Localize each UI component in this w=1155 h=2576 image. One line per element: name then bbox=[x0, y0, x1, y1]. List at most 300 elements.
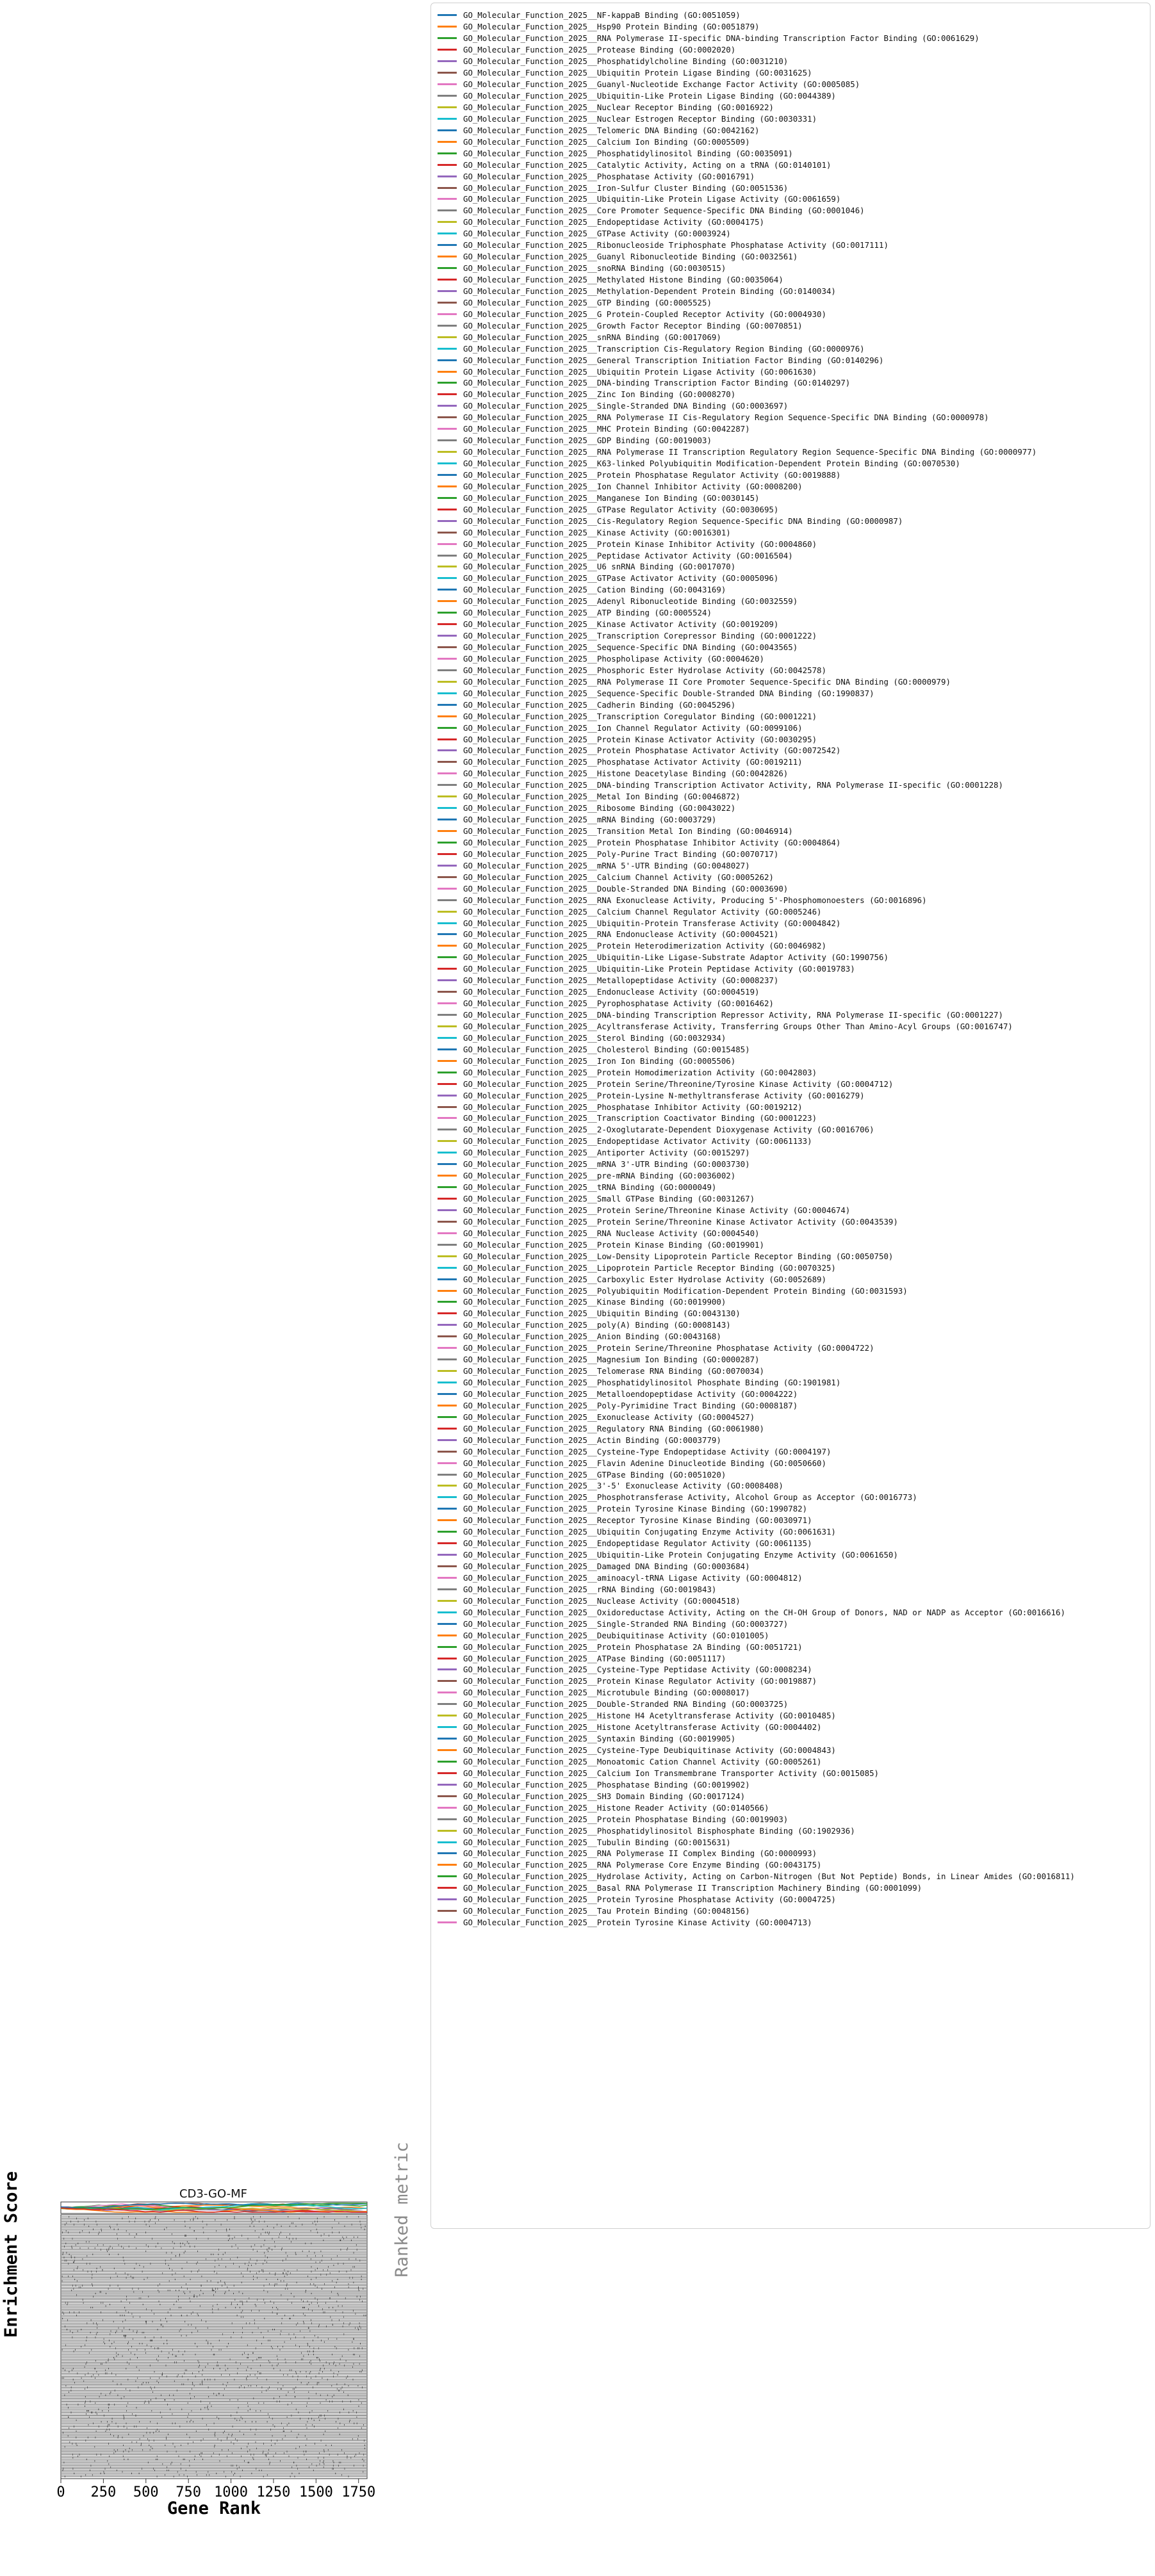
legend-item bbox=[438, 1399, 1145, 1411]
legend-label: GO_Molecular_Function_2025__Antiporter Activity (GO:0015297) bbox=[463, 1148, 750, 1158]
legend-item bbox=[438, 159, 1145, 170]
legend-swatch bbox=[438, 922, 457, 924]
legend-swatch bbox=[438, 1784, 457, 1786]
legend-swatch bbox=[438, 336, 457, 338]
legend-item bbox=[438, 1319, 1145, 1331]
legend-item bbox=[438, 975, 1145, 986]
legend-label: GO_Molecular_Function_2025__Calcium Channel Activity (GO:0005262) bbox=[463, 872, 774, 882]
legend-item bbox=[438, 1790, 1145, 1802]
legend-label: GO_Molecular_Function_2025__rRNA Binding (GO:0019843) bbox=[463, 1584, 717, 1594]
legend-item bbox=[438, 1113, 1145, 1124]
legend-label: GO_Molecular_Function_2025__ATP Binding (GO:0005524) bbox=[463, 608, 712, 618]
legend-label: GO_Molecular_Function_2025__Protein Tyrosine Kinase Binding (GO:1990782) bbox=[463, 1504, 808, 1514]
legend-swatch bbox=[438, 1795, 457, 1797]
legend-swatch bbox=[438, 830, 457, 832]
legend-swatch bbox=[438, 1439, 457, 1441]
legend-swatch bbox=[438, 244, 457, 246]
legend-label: GO_Molecular_Function_2025__Histone Acetyltransferase Activity (GO:0004402) bbox=[463, 1722, 822, 1732]
legend-item bbox=[438, 389, 1145, 400]
legend-item bbox=[438, 1745, 1145, 1756]
legend-label: GO_Molecular_Function_2025__Protein Phosphatase Binding (GO:0019903) bbox=[463, 1814, 789, 1824]
legend-item bbox=[438, 952, 1145, 963]
legend-label: GO_Molecular_Function_2025__Transition Metal Ion Binding (GO:0046914) bbox=[463, 826, 793, 836]
legend-label: GO_Molecular_Function_2025__tRNA Binding (GO:0000049) bbox=[463, 1182, 717, 1193]
legend-item bbox=[438, 860, 1145, 871]
legend-item bbox=[438, 1331, 1145, 1342]
x-tick-label: 750 bbox=[176, 2484, 202, 2500]
legend-label: GO_Molecular_Function_2025__Histone H4 Acetyltransferase Activity (GO:0010485) bbox=[463, 1711, 836, 1721]
legend-item bbox=[438, 1859, 1145, 1871]
legend-swatch bbox=[438, 968, 457, 970]
legend-label: GO_Molecular_Function_2025__2-Oxoglutarate-Dependent Dioxygenase Activity (GO:0016706) bbox=[463, 1125, 874, 1135]
legend-swatch bbox=[438, 715, 457, 717]
legend-item bbox=[438, 1078, 1145, 1089]
legend-label: GO_Molecular_Function_2025__Histone Deacetylase Binding (GO:0042826) bbox=[463, 769, 789, 779]
legend-item bbox=[438, 1710, 1145, 1722]
legend-item bbox=[438, 1871, 1145, 1882]
legend-label: GO_Molecular_Function_2025__Metal Ion Binding (GO:0046872) bbox=[463, 792, 741, 802]
legend-label: GO_Molecular_Function_2025__Phosphatidylinositol Bisphosphate Binding (GO:1902936) bbox=[463, 1825, 855, 1836]
legend-swatch bbox=[438, 462, 457, 464]
legend-label: GO_Molecular_Function_2025__Transcription Corepressor Binding (GO:0001222) bbox=[463, 631, 817, 641]
legend-item bbox=[438, 1089, 1145, 1101]
legend-item bbox=[438, 1618, 1145, 1629]
legend-label: GO_Molecular_Function_2025__Hydrolase Activity, Acting on Carbon-Nitrogen (But Not Peptide) Bonds, in Linear Amides (GO:0016811) bbox=[463, 1871, 1075, 1882]
legend-item bbox=[438, 263, 1145, 274]
legend-swatch bbox=[438, 1129, 457, 1130]
legend-item bbox=[438, 596, 1145, 607]
legend-item bbox=[438, 619, 1145, 630]
legend-item bbox=[438, 1365, 1145, 1377]
legend-swatch bbox=[438, 1715, 457, 1716]
legend-item bbox=[438, 216, 1145, 228]
legend-label: GO_Molecular_Function_2025__Transcription Coactivator Binding (GO:0001223) bbox=[463, 1113, 817, 1123]
legend-swatch bbox=[438, 72, 457, 74]
legend-swatch bbox=[438, 1175, 457, 1177]
legend-item bbox=[438, 1492, 1145, 1503]
legend-swatch bbox=[438, 853, 457, 855]
legend-swatch bbox=[438, 474, 457, 476]
legend-swatch bbox=[438, 1451, 457, 1453]
legend-label: GO_Molecular_Function_2025__Nuclear Estrogen Receptor Binding (GO:0030331) bbox=[463, 113, 817, 124]
legend-label: GO_Molecular_Function_2025__Protein Phosphatase Activator Activity (GO:0072542) bbox=[463, 746, 841, 756]
legend-item bbox=[438, 1136, 1145, 1147]
legend-label: GO_Molecular_Function_2025__Phosphatidylinositol Binding (GO:0035091) bbox=[463, 148, 793, 158]
legend-swatch bbox=[438, 49, 457, 51]
legend-label: GO_Molecular_Function_2025__Protein Phosphatase 2A Binding (GO:0051721) bbox=[463, 1642, 803, 1652]
legend-swatch bbox=[438, 1198, 457, 1200]
legend-swatch bbox=[438, 543, 457, 545]
legend-item bbox=[438, 768, 1145, 779]
legend-item bbox=[438, 21, 1145, 33]
legend-swatch bbox=[438, 1244, 457, 1246]
legend-swatch bbox=[438, 405, 457, 407]
legend-item bbox=[438, 1825, 1145, 1836]
legend-label: GO_Molecular_Function_2025__Metalloendopeptidase Activity (GO:0004222) bbox=[463, 1389, 798, 1399]
legend-item bbox=[438, 826, 1145, 837]
legend-item bbox=[438, 102, 1145, 113]
legend-swatch bbox=[438, 1577, 457, 1579]
legend-label: GO_Molecular_Function_2025__Protein Kinase Regulator Activity (GO:0019887) bbox=[463, 1676, 817, 1686]
legend-swatch bbox=[438, 749, 457, 751]
legend-label: GO_Molecular_Function_2025__Calcium Channel Regulator Activity (GO:0005246) bbox=[463, 906, 822, 917]
legend-swatch bbox=[438, 1887, 457, 1889]
legend-swatch bbox=[438, 1772, 457, 1774]
legend-label: GO_Molecular_Function_2025__Ion Channel Inhibitor Activity (GO:0008200) bbox=[463, 481, 803, 491]
legend-swatch bbox=[438, 1565, 457, 1567]
legend-swatch bbox=[438, 876, 457, 878]
legend-item bbox=[438, 515, 1145, 526]
legend-label: GO_Molecular_Function_2025__Protein Serine/Threonine Kinase Activity (GO:0004674) bbox=[463, 1205, 851, 1215]
legend-item bbox=[438, 791, 1145, 803]
legend-label: GO_Molecular_Function_2025__pre-mRNA Binding (GO:0036002) bbox=[463, 1171, 736, 1181]
legend-label: GO_Molecular_Function_2025__Ubiquitin Binding (GO:0043130) bbox=[463, 1308, 741, 1319]
legend-label: GO_Molecular_Function_2025__Histone Reader Activity (GO:0140566) bbox=[463, 1802, 769, 1813]
legend-label: GO_Molecular_Function_2025__Sequence-Specific Double-Stranded DNA Binding (GO:1990837) bbox=[463, 688, 874, 698]
legend-item bbox=[438, 1538, 1145, 1549]
legend-swatch bbox=[438, 1634, 457, 1636]
legend-item bbox=[438, 67, 1145, 79]
legend-swatch bbox=[438, 232, 457, 234]
x-tick-label: 500 bbox=[133, 2484, 159, 2500]
legend-swatch bbox=[438, 1864, 457, 1866]
legend-label: GO_Molecular_Function_2025__RNA Polymerase II Core Promoter Sequence-Specific DNA Binding (GO:0000979) bbox=[463, 676, 951, 687]
legend-label: GO_Molecular_Function_2025__Pyrophosphatase Activity (GO:0016462) bbox=[463, 999, 774, 1009]
legend-item bbox=[438, 1066, 1145, 1078]
legend-item bbox=[438, 1733, 1145, 1745]
legend-label: GO_Molecular_Function_2025__Carboxylic Ester Hydrolase Activity (GO:0052689) bbox=[463, 1274, 826, 1284]
legend-swatch bbox=[438, 290, 457, 292]
legend-label: GO_Molecular_Function_2025__Growth Factor Receptor Binding (GO:0070851) bbox=[463, 320, 803, 330]
legend-swatch bbox=[438, 1382, 457, 1383]
legend-swatch bbox=[438, 1680, 457, 1682]
legend-item bbox=[438, 423, 1145, 435]
legend-label: GO_Molecular_Function_2025__GTPase Activity (GO:0003924) bbox=[463, 229, 731, 239]
legend-item bbox=[438, 343, 1145, 354]
legend-item bbox=[438, 998, 1145, 1009]
legend-swatch bbox=[438, 1588, 457, 1590]
legend-label: GO_Molecular_Function_2025__Protein Serine/Threonine Phosphatase Activity (GO:0004722) bbox=[463, 1343, 874, 1353]
legend-swatch bbox=[438, 256, 457, 257]
legend-swatch bbox=[438, 1140, 457, 1142]
legend-label: GO_Molecular_Function_2025__Endonuclease Activity (GO:0004519) bbox=[463, 987, 760, 997]
legend-label: GO_Molecular_Function_2025__Protease Binding (GO:0002020) bbox=[463, 45, 736, 55]
legend-item bbox=[438, 1595, 1145, 1606]
legend-swatch bbox=[438, 371, 457, 373]
legend-item bbox=[438, 550, 1145, 561]
legend-swatch bbox=[438, 1658, 457, 1659]
legend-swatch bbox=[438, 14, 457, 16]
legend-item bbox=[438, 412, 1145, 423]
legend-swatch bbox=[438, 1542, 457, 1544]
chart-title: CD3-GO-MF bbox=[179, 2187, 248, 2201]
legend-item bbox=[438, 286, 1145, 297]
legend-swatch bbox=[438, 635, 457, 637]
legend-label: GO_Molecular_Function_2025__Cis-Regulatory Region Sequence-Specific DNA Binding (GO:0000987) bbox=[463, 516, 903, 526]
legend-label: GO_Molecular_Function_2025__Damaged DNA Binding (GO:0003684) bbox=[463, 1561, 750, 1572]
legend-swatch bbox=[438, 1014, 457, 1016]
legend-swatch bbox=[438, 761, 457, 763]
legend-label: GO_Molecular_Function_2025__Cysteine-Type Endopeptidase Activity (GO:0004197) bbox=[463, 1446, 831, 1456]
legend-label: GO_Molecular_Function_2025__Poly-Purine Tract Binding (GO:0070717) bbox=[463, 849, 779, 859]
legend-item bbox=[438, 1848, 1145, 1859]
legend-item bbox=[438, 492, 1145, 503]
legend-label: GO_Molecular_Function_2025__Catalytic Activity, Acting on a tRNA (GO:0140101) bbox=[463, 159, 831, 170]
legend-swatch bbox=[438, 991, 457, 993]
legend-item bbox=[438, 147, 1145, 159]
legend-swatch bbox=[438, 83, 457, 85]
legend-swatch bbox=[438, 566, 457, 567]
legend-label: GO_Molecular_Function_2025__Small GTPase Binding (GO:0031267) bbox=[463, 1194, 755, 1204]
legend-swatch bbox=[438, 681, 457, 683]
legend-swatch bbox=[438, 1703, 457, 1705]
legend-label: GO_Molecular_Function_2025__Protein Phosphatase Regulator Activity (GO:0019888) bbox=[463, 469, 841, 480]
legend-label: GO_Molecular_Function_2025__Ribosome Binding (GO:0043022) bbox=[463, 803, 736, 813]
legend-swatch bbox=[438, 1508, 457, 1510]
legend-label: GO_Molecular_Function_2025__Double-Stranded RNA Binding (GO:0003725) bbox=[463, 1699, 789, 1709]
legend-item bbox=[438, 136, 1145, 147]
legend-item bbox=[438, 1389, 1145, 1400]
legend-swatch bbox=[438, 1095, 457, 1096]
legend-item bbox=[438, 469, 1145, 481]
legend-label: GO_Molecular_Function_2025__Actin Binding (GO:0003779) bbox=[463, 1435, 721, 1445]
legend-swatch bbox=[438, 1324, 457, 1326]
legend-item bbox=[438, 297, 1145, 308]
legend-swatch bbox=[438, 1221, 457, 1223]
legend-swatch bbox=[438, 911, 457, 913]
legend-item bbox=[438, 538, 1145, 550]
legend-swatch bbox=[438, 1393, 457, 1395]
legend-swatch bbox=[438, 1347, 457, 1349]
legend-label: GO_Molecular_Function_2025__Phosphoric Ester Hydrolase Activity (GO:0042578) bbox=[463, 665, 826, 675]
legend-item bbox=[438, 722, 1145, 733]
legend-label: GO_Molecular_Function_2025__Anion Binding (GO:0043168) bbox=[463, 1332, 721, 1342]
legend bbox=[430, 3, 1151, 2229]
legend-item bbox=[438, 1767, 1145, 1779]
legend-label: GO_Molecular_Function_2025__Protein Kinase Inhibitor Activity (GO:0004860) bbox=[463, 539, 817, 549]
legend-item bbox=[438, 917, 1145, 929]
legend-label: GO_Molecular_Function_2025__RNA Polymerase II Transcription Regulatory Region Sequence-Specific DNA Binding (GO:0000977) bbox=[463, 447, 1037, 457]
legend-swatch bbox=[438, 1290, 457, 1292]
legend-label: GO_Molecular_Function_2025__Microtubule Binding (GO:0008017) bbox=[463, 1688, 750, 1698]
legend-label: GO_Molecular_Function_2025__RNA Polymerase Core Enzyme Binding (GO:0043175) bbox=[463, 1860, 822, 1870]
legend-label: GO_Molecular_Function_2025__Zinc Ion Binding (GO:0008270) bbox=[463, 389, 736, 400]
legend-swatch bbox=[438, 325, 457, 327]
legend-item bbox=[438, 1423, 1145, 1434]
legend-item bbox=[438, 1583, 1145, 1595]
legend-item bbox=[438, 274, 1145, 286]
legend-swatch bbox=[438, 704, 457, 706]
legend-item bbox=[438, 653, 1145, 665]
legend-swatch bbox=[438, 945, 457, 947]
legend-label: GO_Molecular_Function_2025__Oxidoreductase Activity, Acting on the CH-OH Group of Donors, NAD or NADP as Acceptor (GO:0016616) bbox=[463, 1607, 1065, 1617]
legend-item bbox=[438, 228, 1145, 240]
legend-swatch bbox=[438, 1485, 457, 1487]
legend-label: GO_Molecular_Function_2025__Protein Serine/Threonine/Tyrosine Kinase Activity (GO:0004712) bbox=[463, 1079, 894, 1089]
legend-item bbox=[438, 929, 1145, 940]
legend-label: GO_Molecular_Function_2025__Ribonucleoside Triphosphate Phosphatase Activity (GO:0017111) bbox=[463, 240, 889, 250]
legend-item bbox=[438, 124, 1145, 136]
legend-item bbox=[438, 1722, 1145, 1733]
legend-item bbox=[438, 1193, 1145, 1205]
legend-label: GO_Molecular_Function_2025__Hsp90 Protein Binding (GO:0051879) bbox=[463, 22, 760, 32]
legend-label: GO_Molecular_Function_2025__RNA Polymerase II Complex Binding (GO:0000993) bbox=[463, 1848, 817, 1859]
legend-label: GO_Molecular_Function_2025__Single-Stranded DNA Binding (GO:0003697) bbox=[463, 401, 789, 411]
legend-swatch bbox=[438, 1048, 457, 1050]
legend-swatch bbox=[438, 1163, 457, 1165]
legend-label: GO_Molecular_Function_2025__Ubiquitin-Like Protein Ligase Binding (GO:0044389) bbox=[463, 91, 836, 101]
legend-label: GO_Molecular_Function_2025__SH3 Domain Binding (GO:0017124) bbox=[463, 1791, 746, 1801]
legend-swatch bbox=[438, 1405, 457, 1406]
legend-item bbox=[438, 1572, 1145, 1584]
legend-swatch bbox=[438, 1726, 457, 1728]
legend-label: GO_Molecular_Function_2025__GTP Binding (GO:0005525) bbox=[463, 297, 712, 307]
legend-label: GO_Molecular_Function_2025__Low-Density Lipoprotein Particle Receptor Binding (GO:0050750) bbox=[463, 1251, 894, 1261]
x-tick-label: 1500 bbox=[299, 2484, 333, 2500]
legend-item bbox=[438, 1641, 1145, 1652]
legend-label: GO_Molecular_Function_2025__Transcription Cis-Regulatory Region Binding (GO:0000976) bbox=[463, 343, 865, 354]
legend-swatch bbox=[438, 1072, 457, 1073]
legend-item bbox=[438, 320, 1145, 331]
legend-swatch bbox=[438, 1852, 457, 1854]
legend-label: GO_Molecular_Function_2025__Magnesium Ion Binding (GO:0000287) bbox=[463, 1355, 760, 1365]
legend-item bbox=[438, 1526, 1145, 1538]
legend-swatch bbox=[438, 187, 457, 189]
legend-item bbox=[438, 940, 1145, 952]
legend-item bbox=[438, 44, 1145, 56]
legend-swatch bbox=[438, 1025, 457, 1027]
legend-label: GO_Molecular_Function_2025__aminoacyl-tRNA Ligase Activity (GO:0004812) bbox=[463, 1572, 803, 1583]
legend-swatch bbox=[438, 1083, 457, 1085]
legend-item bbox=[438, 1101, 1145, 1113]
legend-item bbox=[438, 1296, 1145, 1308]
legend-item bbox=[438, 1652, 1145, 1664]
legend-label: GO_Molecular_Function_2025__Manganese Ion Binding (GO:0030145) bbox=[463, 493, 760, 503]
y-axis-label: Enrichment Score bbox=[1, 2171, 21, 2338]
legend-item bbox=[438, 642, 1145, 653]
legend-swatch bbox=[438, 1818, 457, 1820]
legend-label: GO_Molecular_Function_2025__Kinase Binding (GO:0019900) bbox=[463, 1297, 726, 1307]
legend-item bbox=[438, 1813, 1145, 1825]
legend-label: GO_Molecular_Function_2025__snoRNA Binding (GO:0030515) bbox=[463, 263, 726, 273]
legend-item bbox=[438, 1170, 1145, 1182]
legend-swatch bbox=[438, 26, 457, 28]
legend-label: GO_Molecular_Function_2025__Sterol Binding (GO:0032934) bbox=[463, 1032, 726, 1043]
legend-item bbox=[438, 1239, 1145, 1250]
legend-swatch bbox=[438, 164, 457, 166]
x-tick-label: 250 bbox=[90, 2484, 117, 2500]
legend-label: GO_Molecular_Function_2025__Polyubiquitin Modification-Dependent Protein Binding (GO:0031593) bbox=[463, 1285, 908, 1296]
legend-label: GO_Molecular_Function_2025__Flavin Adenine Dinucleotide Binding (GO:0050660) bbox=[463, 1458, 826, 1468]
legend-swatch bbox=[438, 416, 457, 418]
x-axis-ticks bbox=[56, 2479, 375, 2500]
legend-label: GO_Molecular_Function_2025__Endopeptidase Activator Activity (GO:0061133) bbox=[463, 1136, 812, 1146]
legend-swatch bbox=[438, 118, 457, 120]
legend-label: GO_Molecular_Function_2025__NF-kappaB Binding (GO:0051059) bbox=[463, 10, 741, 20]
legend-swatch bbox=[438, 451, 457, 453]
legend-label: GO_Molecular_Function_2025__Protein Kinase Binding (GO:0019901) bbox=[463, 1239, 764, 1250]
legend-swatch bbox=[438, 795, 457, 797]
legend-swatch bbox=[438, 1255, 457, 1257]
legend-item bbox=[438, 1561, 1145, 1572]
legend-swatch bbox=[438, 589, 457, 591]
legend-swatch bbox=[438, 1416, 457, 1418]
legend-item bbox=[438, 1446, 1145, 1457]
legend-item bbox=[438, 837, 1145, 849]
legend-item bbox=[438, 803, 1145, 814]
legend-item bbox=[438, 366, 1145, 377]
legend-item bbox=[438, 710, 1145, 722]
legend-item bbox=[438, 308, 1145, 320]
legend-swatch bbox=[438, 129, 457, 131]
legend-swatch bbox=[438, 1910, 457, 1912]
legend-swatch bbox=[438, 600, 457, 602]
legend-item bbox=[438, 1629, 1145, 1641]
legend-swatch bbox=[438, 1301, 457, 1303]
legend-label: GO_Molecular_Function_2025__mRNA 3'-UTR Binding (GO:0003730) bbox=[463, 1159, 750, 1170]
legend-swatch bbox=[438, 646, 457, 648]
legend-item bbox=[438, 745, 1145, 756]
legend-swatch bbox=[438, 658, 457, 660]
legend-label: GO_Molecular_Function_2025__RNA Nuclease Activity (GO:0004540) bbox=[463, 1228, 760, 1238]
legend-item bbox=[438, 1779, 1145, 1790]
legend-item bbox=[438, 33, 1145, 44]
legend-swatch bbox=[438, 1668, 457, 1670]
legend-swatch bbox=[438, 497, 457, 499]
legend-label: GO_Molecular_Function_2025__G Protein-Coupled Receptor Activity (GO:0004930) bbox=[463, 309, 826, 319]
legend-item bbox=[438, 848, 1145, 860]
legend-swatch bbox=[438, 279, 457, 281]
legend-label: GO_Molecular_Function_2025__Tubulin Binding (GO:0015631) bbox=[463, 1837, 731, 1847]
legend-swatch bbox=[438, 485, 457, 487]
legend-swatch bbox=[438, 865, 457, 867]
legend-label: GO_Molecular_Function_2025__Protein Heterodimerization Activity (GO:0046982) bbox=[463, 941, 826, 951]
legend-item bbox=[438, 814, 1145, 826]
legend-label: GO_Molecular_Function_2025__Cadherin Binding (GO:0045296) bbox=[463, 699, 736, 710]
legend-swatch bbox=[438, 1152, 457, 1153]
legend-swatch bbox=[438, 899, 457, 901]
legend-swatch bbox=[438, 1761, 457, 1763]
legend-label: GO_Molecular_Function_2025__Regulatory RNA Binding (GO:0061980) bbox=[463, 1423, 764, 1433]
legend-item bbox=[438, 435, 1145, 446]
legend-label: GO_Molecular_Function_2025__Telomeric DNA Binding (GO:0042162) bbox=[463, 125, 760, 135]
legend-label: GO_Molecular_Function_2025__Protein Tyrosine Kinase Activity (GO:0004713) bbox=[463, 1918, 812, 1928]
legend-label: GO_Molecular_Function_2025__Cation Binding (GO:0043169) bbox=[463, 585, 726, 595]
legend-item bbox=[438, 170, 1145, 182]
legend-label: GO_Molecular_Function_2025__Nuclease Activity (GO:0004518) bbox=[463, 1595, 741, 1606]
legend-item bbox=[438, 699, 1145, 710]
legend-swatch bbox=[438, 819, 457, 820]
legend-label: GO_Molecular_Function_2025__Kinase Activity (GO:0016301) bbox=[463, 527, 731, 537]
legend-label: GO_Molecular_Function_2025__Iron Ion Binding (GO:0005506) bbox=[463, 1056, 736, 1066]
legend-label: GO_Molecular_Function_2025__Telomerase RNA Binding (GO:0070034) bbox=[463, 1366, 764, 1376]
legend-label: GO_Molecular_Function_2025__GDP Binding (GO:0019003) bbox=[463, 436, 712, 446]
legend-item bbox=[438, 458, 1145, 469]
legend-item bbox=[438, 986, 1145, 998]
legend-item bbox=[438, 480, 1145, 492]
legend-swatch bbox=[438, 1106, 457, 1108]
legend-swatch bbox=[438, 1267, 457, 1269]
legend-label: GO_Molecular_Function_2025__Nuclear Receptor Binding (GO:0016922) bbox=[463, 102, 774, 112]
legend-label: GO_Molecular_Function_2025__Methylated Histone Binding (GO:0035064) bbox=[463, 275, 783, 285]
legend-label: GO_Molecular_Function_2025__DNA-binding Transcription Activator Activity, RNA Polymerase II-specific (GO:0001228) bbox=[463, 780, 1003, 790]
legend-item bbox=[438, 756, 1145, 768]
legend-label: GO_Molecular_Function_2025__Phosphatase Activity (GO:0016791) bbox=[463, 171, 755, 181]
legend-label: GO_Molecular_Function_2025__Deubiquitinase Activity (GO:0101005) bbox=[463, 1630, 769, 1640]
legend-item bbox=[438, 630, 1145, 642]
legend-swatch bbox=[438, 1232, 457, 1234]
legend-item bbox=[438, 1905, 1145, 1917]
